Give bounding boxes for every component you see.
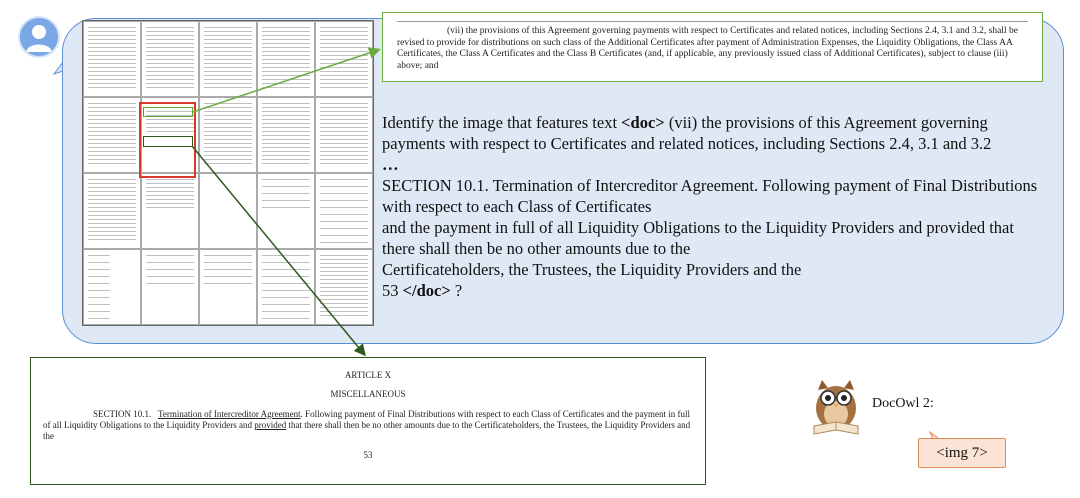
article-heading: ARTICLE X bbox=[344, 370, 392, 380]
prompt-line-4: Certificateholders, the Trustees, the Liquidity Providers and the bbox=[382, 260, 802, 279]
owl-mascot-icon bbox=[808, 374, 864, 436]
prompt-line-5: 53 </doc> ? bbox=[382, 281, 463, 300]
model-answer: <img 7> bbox=[918, 438, 1006, 468]
prompt-line-2: SECTION 10.1. Termination of Intercreditor Agreement. Following payment of Final Distributions with respect to each Class of Certificates bbox=[382, 176, 1038, 216]
top-text-excerpt bbox=[382, 12, 1043, 82]
miscellaneous-heading: MISCELLANEOUS bbox=[330, 389, 406, 399]
section-paragraph: SECTION 10.1. Termination of Intercreditor Agreement. Following payment of Final Distributions with respect to each Class of Certificates and the payment in full of all Liquidity Obligations to the Liquidity Providers and provided that there shall then be no other amounts due to the Certificateholders, the Trustees, the Liquidity Providers and the bbox=[43, 409, 691, 441]
open-doc-tag: <doc> bbox=[621, 113, 665, 132]
section-title: Termination of Intercreditor Agreement bbox=[158, 409, 301, 419]
close-doc-tag: </doc> bbox=[402, 281, 451, 300]
question-text bbox=[382, 112, 1042, 301]
excerpt-rule bbox=[397, 21, 1028, 22]
excerpt-top-text: (vii) the provisions of this Agreement governing payments with respect to Certificates and related notices, including Sections 2.4, 3.1 and 3.2, shall be revised to provide for distributions on such class of the Additional Certificates after payment of Administration Expenses, the Liquidity Obligations, the Class AA Certificates, the Class A Certificates and the Class B Certificates (and, if applicable, any previously issued class of Additional Certificates), subject to clause (iii) above; and bbox=[397, 26, 1018, 71]
arrow-to-bottom-excerpt bbox=[192, 146, 364, 354]
page-number: 53 bbox=[363, 450, 373, 460]
arrow-to-top-excerpt bbox=[193, 50, 378, 112]
model-name: DocOwl 2: bbox=[872, 396, 934, 411]
prompt-line-3: and the payment in full of all Liquidity Obligations to the Liquidity Providers and provided that there shall then be no other amounts due to the bbox=[382, 218, 1014, 258]
prompt-ellipsis: … bbox=[382, 155, 399, 174]
prompt-line-1: Identify the image that features text <doc> (vii) the provisions of this Agreement governing payments with respect to Certificates and related notices, including Sections 2.4, 3.1 and 3.2 bbox=[382, 113, 992, 153]
bottom-text-excerpt bbox=[30, 357, 706, 485]
